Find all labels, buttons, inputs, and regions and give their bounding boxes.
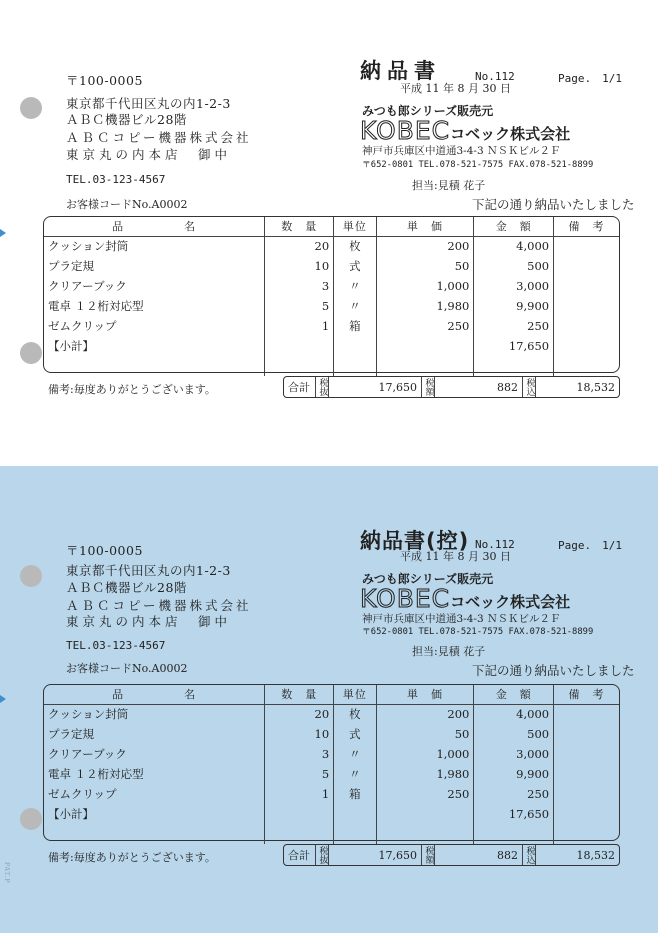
customer-tel: TEL.03-123-4567 (66, 173, 166, 186)
kobec-logo-text: KOBEC (360, 116, 451, 145)
cell-amount: 500 (474, 724, 554, 744)
cell-unit: 〃 (334, 276, 376, 296)
cell-unit-price: 50 (376, 256, 474, 276)
cell-unit-price (376, 804, 474, 824)
cell-unit: 箱 (334, 784, 376, 804)
cell-item: 電卓 １２桁対応型 (44, 296, 265, 316)
seller-person: 担当:見積 花子 (412, 179, 486, 192)
tax-excluded-amount: 17,650 (329, 377, 422, 397)
cell-quantity: 10 (265, 724, 334, 744)
cell-quantity (265, 804, 334, 824)
table-row-subtotal (44, 336, 619, 356)
tax-amount: 882 (435, 845, 523, 865)
punch-hole (20, 565, 42, 587)
issue-date: 平成 11 年 8 月 30 日 (400, 550, 511, 563)
cell-unit: 式 (334, 724, 376, 744)
cell-item: ゼムクリップ (44, 316, 265, 336)
customer-address-1: 東京都千代田区丸の内1-2-3 (66, 563, 231, 578)
table-row (44, 296, 619, 316)
cell-amount: 9,900 (474, 296, 554, 316)
table-row-blank (44, 824, 619, 844)
cell-amount: 250 (474, 316, 554, 336)
cell-unit: 箱 (334, 316, 376, 336)
cell-unit: 枚 (334, 704, 376, 724)
customer-address-2: ＡＢＣ機器ビル28階 (66, 112, 187, 127)
cell-item: 電卓 １２桁対応型 (44, 764, 265, 784)
cell-unit-price: 200 (376, 704, 474, 724)
col-header-unit-price: 単 価 (376, 685, 474, 704)
cell-remarks (554, 704, 619, 724)
cell-unit-price: 250 (376, 784, 474, 804)
customer-address-2: ＡＢＣ機器ビル28階 (66, 580, 187, 595)
cell-remarks (554, 296, 619, 316)
tax-label: 税額 (423, 378, 434, 396)
totals-label: 合計 (284, 377, 316, 397)
document-title: 納品書(控) (360, 529, 470, 553)
table-row (44, 236, 619, 256)
customer-branch: 東京丸の内本店 御中 (66, 147, 232, 162)
customer-postal: 〒100-0005 (66, 73, 143, 88)
kobec-logo-kana: コベック株式会社 (450, 125, 571, 143)
col-header-remarks: 備 考 (554, 685, 619, 704)
cell-item: ゼムクリップ (44, 784, 265, 804)
punch-hole (20, 808, 42, 830)
customer-tel: TEL.03-123-4567 (66, 639, 166, 652)
cell-remarks (554, 256, 619, 276)
cell-unit (334, 336, 376, 356)
patent-mark: PAT.P (3, 862, 10, 884)
cell-item: クリアーブック (44, 744, 265, 764)
punch-hole (20, 342, 42, 364)
cell-remarks (554, 804, 619, 824)
tax-amount: 882 (435, 377, 523, 397)
table-row (44, 764, 619, 784)
cell-remarks (554, 336, 619, 356)
document-number: No.112 (475, 538, 515, 551)
cell-quantity (265, 336, 334, 356)
cell-item: プラ定規 (44, 256, 265, 276)
cell-quantity: 1 (265, 784, 334, 804)
cell-unit-price: 1,980 (376, 764, 474, 784)
tax-included-label: 税込 (524, 846, 535, 864)
cell-amount: 4,000 (474, 704, 554, 724)
table-row (44, 704, 619, 724)
cell-amount: 17,650 (474, 336, 554, 356)
table-header-row (44, 685, 619, 704)
cell-unit-price: 250 (376, 316, 474, 336)
cell-amount: 3,000 (474, 276, 554, 296)
table-row (44, 256, 619, 276)
cell-quantity: 10 (265, 256, 334, 276)
seller-contact: 〒652-0801 TEL.078-521-7575 FAX.078-521-8899 (362, 160, 594, 170)
delivery-notice: 下記の通り納品いたしました (472, 197, 635, 212)
col-header-quantity: 数 量 (265, 217, 334, 236)
col-header-unit-price: 単 価 (376, 217, 474, 236)
totals-box (283, 376, 620, 398)
seller-logo (360, 584, 570, 613)
customer-company: ＡＢＣコピー機器株式会社 (66, 598, 252, 613)
col-header-item: 品 名 (44, 685, 265, 704)
cell-amount: 17,650 (474, 804, 554, 824)
tax-included-amount: 18,532 (576, 380, 615, 394)
cell-remarks (554, 276, 619, 296)
tax-included-label: 税込 (524, 378, 535, 396)
issue-date: 平成 11 年 8 月 30 日 (400, 82, 511, 95)
table-row-blank (44, 356, 619, 376)
col-header-amount: 金 額 (474, 685, 554, 704)
remarks-text: 備考:毎度ありがとうございます。 (48, 851, 216, 864)
cell-remarks (554, 724, 619, 744)
customer-branch: 東京丸の内本店 御中 (66, 614, 232, 629)
cell-item: クッション封筒 (44, 704, 265, 724)
remarks-text: 備考:毎度ありがとうございます。 (48, 383, 216, 396)
table-row (44, 724, 619, 744)
col-header-item: 品 名 (44, 217, 265, 236)
cell-quantity: 1 (265, 316, 334, 336)
cell-unit (334, 804, 376, 824)
cell-quantity: 5 (265, 764, 334, 784)
seller-series: みつも郎シリーズ販売元 (362, 572, 494, 586)
cell-item: 【小計】 (44, 336, 265, 356)
cell-remarks (554, 236, 619, 256)
cell-unit-price: 50 (376, 724, 474, 744)
tax-excluded-label: 税抜 (317, 378, 328, 396)
delivery-notice: 下記の通り納品いたしました (472, 663, 635, 678)
tax-label: 税額 (423, 846, 434, 864)
kobec-logo-text: KOBEC (360, 584, 451, 613)
cell-unit: 〃 (334, 296, 376, 316)
cell-remarks (554, 744, 619, 764)
col-header-remarks: 備 考 (554, 217, 619, 236)
cell-unit-price: 1,000 (376, 744, 474, 764)
arrow-marker-icon (0, 229, 6, 237)
cell-unit-price (376, 336, 474, 356)
tax-excluded-amount: 17,650 (329, 845, 422, 865)
cell-amount: 250 (474, 784, 554, 804)
seller-address: 神戸市兵庫区中道通3-4-3 ＮＳＫビル２Ｆ (362, 613, 561, 625)
cell-unit: 〃 (334, 764, 376, 784)
cell-amount: 4,000 (474, 236, 554, 256)
col-header-amount: 金 額 (474, 217, 554, 236)
customer-code: お客様コードNo.A0002 (66, 198, 188, 211)
punch-hole (20, 97, 42, 119)
cell-remarks (554, 784, 619, 804)
cell-remarks (554, 764, 619, 784)
document-number: No.112 (475, 70, 515, 83)
page-indicator: Page. 1/1 (558, 539, 622, 552)
table-row (44, 744, 619, 764)
table-row (44, 316, 619, 336)
customer-postal: 〒100-0005 (66, 543, 143, 558)
seller-series: みつも郎シリーズ販売元 (362, 104, 494, 118)
cell-amount: 500 (474, 256, 554, 276)
cell-item: 【小計】 (44, 804, 265, 824)
items-table (44, 685, 619, 844)
table-row-subtotal (44, 804, 619, 824)
customer-company: ＡＢＣコピー機器株式会社 (66, 130, 252, 145)
cell-quantity: 20 (265, 704, 334, 724)
delivery-slip-original (0, 0, 658, 466)
cell-item: プラ定規 (44, 724, 265, 744)
seller-logo (360, 116, 570, 145)
cell-unit: 式 (334, 256, 376, 276)
cell-unit-price: 200 (376, 236, 474, 256)
delivery-slip-copy (0, 466, 658, 933)
col-header-unit: 単位 (334, 685, 376, 704)
customer-code: お客様コードNo.A0002 (66, 662, 188, 675)
document-title: 納品書 (360, 59, 441, 83)
cell-amount: 3,000 (474, 744, 554, 764)
seller-person: 担当:見積 花子 (412, 645, 486, 658)
seller-address: 神戸市兵庫区中道通3-4-3 ＮＳＫビル２Ｆ (362, 145, 561, 157)
cell-unit-price: 1,980 (376, 296, 474, 316)
cell-quantity: 3 (265, 744, 334, 764)
cell-unit: 〃 (334, 744, 376, 764)
cell-unit: 枚 (334, 236, 376, 256)
totals-box (283, 844, 620, 866)
table-row (44, 276, 619, 296)
items-table (44, 217, 619, 376)
tax-excluded-label: 税抜 (317, 846, 328, 864)
cell-unit-price: 1,000 (376, 276, 474, 296)
page-indicator: Page. 1/1 (558, 72, 622, 85)
cell-item: クリアーブック (44, 276, 265, 296)
cell-remarks (554, 316, 619, 336)
col-header-quantity: 数 量 (265, 685, 334, 704)
totals-label: 合計 (284, 845, 316, 865)
seller-contact: 〒652-0801 TEL.078-521-7575 FAX.078-521-8899 (362, 627, 594, 637)
col-header-unit: 単位 (334, 217, 376, 236)
cell-quantity: 20 (265, 236, 334, 256)
arrow-marker-icon (0, 695, 6, 703)
cell-quantity: 5 (265, 296, 334, 316)
kobec-logo-kana: コベック株式会社 (450, 593, 571, 611)
customer-address-1: 東京都千代田区丸の内1-2-3 (66, 96, 231, 111)
cell-quantity: 3 (265, 276, 334, 296)
cell-amount: 9,900 (474, 764, 554, 784)
cell-item: クッション封筒 (44, 236, 265, 256)
tax-included-amount: 18,532 (576, 848, 615, 862)
table-header-row (44, 217, 619, 236)
table-row (44, 784, 619, 804)
